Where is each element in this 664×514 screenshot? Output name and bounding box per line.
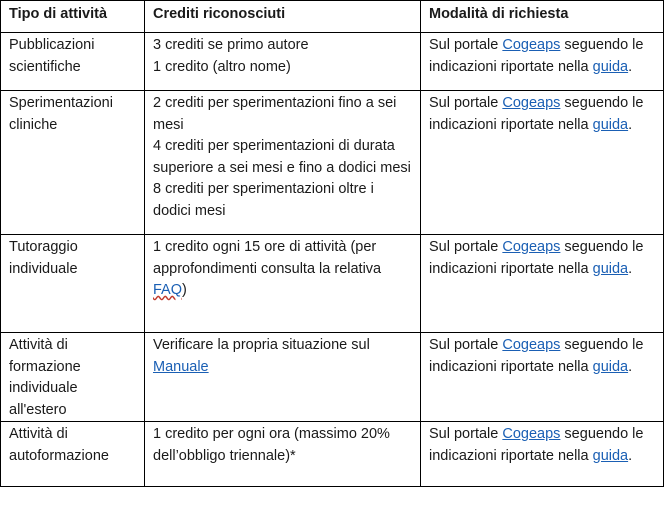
modalita-middle: seguendo le indicazioni riportate nella	[429, 37, 644, 75]
cogeaps-link[interactable]: Cogeaps	[502, 426, 561, 442]
modalita-cell	[421, 33, 664, 91]
crediti-cell	[145, 333, 421, 422]
crediti-line: 3 crediti se primo autore	[153, 37, 309, 53]
guida-link[interactable]: guida	[592, 358, 629, 375]
table-row	[1, 422, 664, 487]
guida-link[interactable]: guida	[592, 447, 629, 464]
tipo-cell: Attività di formazione individuale all'estero	[1, 333, 145, 422]
crediti-cell	[145, 33, 421, 91]
cogeaps-link[interactable]: Cogeaps	[502, 37, 561, 53]
table-row	[1, 235, 664, 333]
cogeaps-link[interactable]: Cogeaps	[502, 337, 561, 353]
modalita-suffix: .	[628, 116, 633, 133]
modalita-middle: seguendo le indicazioni riportate nella	[429, 95, 644, 133]
tipo-cell: Sperimentazioni cliniche	[1, 91, 145, 235]
crediti-cell	[145, 235, 421, 333]
header-modalita: Modalità di richiesta	[421, 1, 664, 33]
crediti-line: 8 crediti per sperimentazioni oltre i dodici mesi	[153, 181, 374, 219]
tipo-cell: Pubblicazioni scientifiche	[1, 33, 145, 91]
modalita-suffix: .	[628, 447, 633, 464]
crediti-line: 1 credito (altro nome)	[153, 58, 291, 75]
modalita-middle: seguendo le indicazioni riportate nella	[429, 239, 644, 277]
crediti-cell: 1 credito per ogni ora (massimo 20% dell’obbligo triennale)*	[145, 422, 421, 487]
crediti-text: 1 credito ogni 15 ore di attività (per approfondimenti consulta la relativa	[153, 239, 382, 277]
faq-link[interactable]: FAQ	[153, 282, 183, 298]
header-tipo: Tipo di attività	[1, 1, 145, 33]
guida-link[interactable]: guida	[592, 116, 629, 133]
header-row	[1, 1, 664, 33]
modalita-prefix: Sul portale	[429, 426, 503, 442]
tipo-cell: Tutoraggio individuale	[1, 235, 145, 333]
crediti-line: 4 crediti per sperimentazioni di durata superiore a sei mesi e fino a dodici mesi	[153, 138, 411, 176]
modalita-prefix: Sul portale	[429, 239, 503, 255]
tipo-cell: Attività di autoformazione	[1, 422, 145, 487]
modalita-middle: seguendo le indicazioni riportate nella	[429, 337, 644, 375]
modalita-suffix: .	[628, 58, 633, 75]
modalita-middle: seguendo le indicazioni riportate nella	[429, 426, 644, 464]
modalita-suffix: .	[628, 358, 633, 375]
modalita-suffix: .	[628, 260, 633, 277]
modalita-prefix: Sul portale	[429, 37, 503, 53]
cogeaps-link[interactable]: Cogeaps	[502, 239, 561, 255]
guida-link[interactable]: guida	[592, 260, 629, 277]
modalita-prefix: Sul portale	[429, 95, 503, 111]
guida-link[interactable]: guida	[592, 58, 629, 75]
modalita-cell	[421, 333, 664, 422]
modalita-cell	[421, 422, 664, 487]
crediti-after: )	[182, 282, 187, 298]
table-row	[1, 333, 664, 422]
header-crediti: Crediti riconosciuti	[145, 1, 421, 33]
manuale-link[interactable]: Manuale	[153, 358, 209, 375]
table-row	[1, 91, 664, 235]
crediti-cell	[145, 91, 421, 235]
modalita-cell	[421, 91, 664, 235]
crediti-line: 2 crediti per sperimentazioni fino a sei mesi	[153, 95, 397, 133]
cogeaps-link[interactable]: Cogeaps	[502, 95, 561, 111]
crediti-text: Verificare la propria situazione sul	[153, 337, 370, 353]
modalita-prefix: Sul portale	[429, 337, 503, 353]
modalita-cell	[421, 235, 664, 333]
table-row	[1, 33, 664, 91]
